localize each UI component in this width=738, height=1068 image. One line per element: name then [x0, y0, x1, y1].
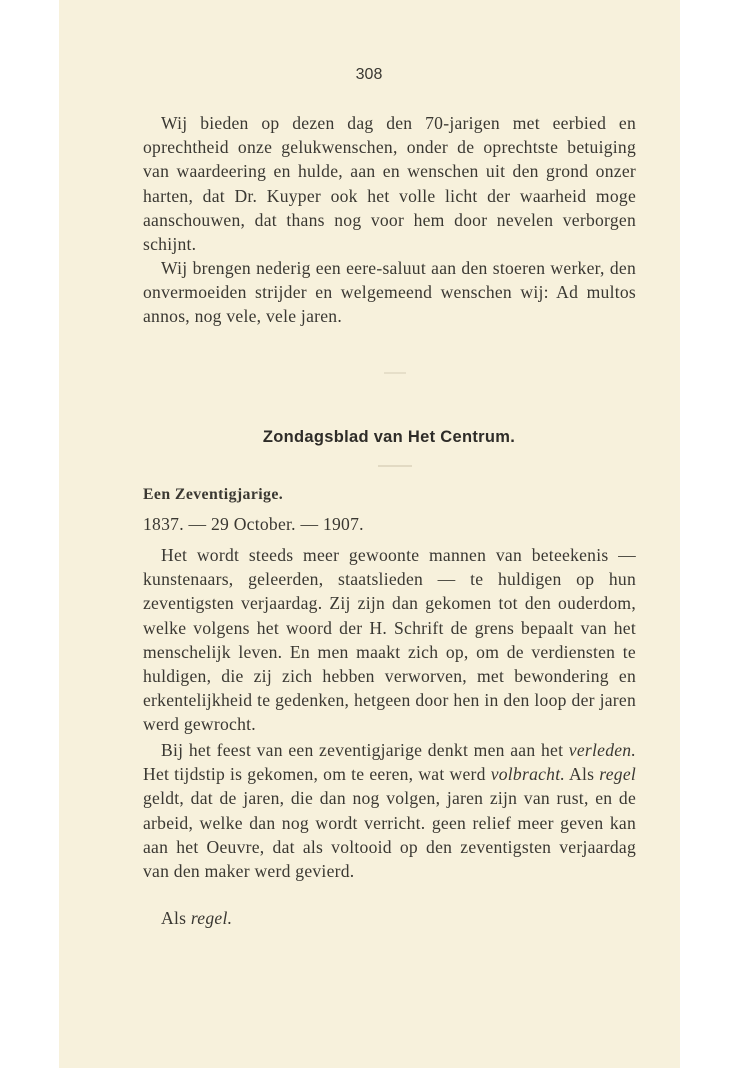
text-run: Het tijdstip is gekomen, om te eeren, wat werd — [143, 764, 486, 785]
text-run: Als — [569, 764, 595, 785]
paragraph-text: Wij brengen nederig een eere-saluut aan den stoeren werker, den onvermoeiden strijder en welgemeend wenschen wij: Ad multos annos, nog vele, vele jaren. — [143, 258, 636, 327]
source-title: Zondagsblad van Het Centrum. — [262, 428, 516, 446]
emphasis: verleden. — [568, 740, 636, 760]
separator-rule — [384, 372, 406, 374]
emphasis: volbracht. — [490, 764, 566, 785]
paragraph-text: Wij bieden op dezen dag den 70-jarigen met eerbied en oprechtheid onze gelukwenschen, onder de oprechtste betuiging van waardeering en hulde, aan en wenschen uit den grond onzer harten, dat Dr. Kuyper ook het volle licht der waarheid moge aanschouwen, dat thans nog voor hem door nevelen verborgen schijnt. — [143, 113, 636, 255]
article-heading: Een Zeventigjarige. — [143, 486, 284, 503]
emphasis: regel. — [190, 908, 233, 928]
text-run: Bij het feest van een zeventigjarige denkt men aan het — [161, 740, 564, 760]
text-run: geldt, dat de jaren, die dan nog volgen, jaren zijn van rust, en de arbeid, welke dan nog wordt verricht. geen relief meer geven kan aan het Oeuvre, dat als voltooid op den zeventigsten verjaardag van den maker werd gevierd. — [143, 788, 636, 882]
article1-paragraph-2 — [143, 256, 636, 329]
title-underline — [378, 465, 412, 467]
article2-paragraph-3 — [143, 906, 636, 930]
article2-paragraph-2 — [143, 738, 636, 883]
paragraph-text — [143, 738, 636, 883]
paragraph-text — [143, 906, 636, 930]
dateline: 1837. — 29 October. — 1907. — [143, 514, 364, 534]
paragraph-text: Het wordt steeds meer gewoonte mannen van beteekenis — kunstenaars, geleerden, staatslieden — te huldigen op hun zeventigsten verjaardag. Zij zijn dan gekomen tot den ouderdom, welke volgens het woord der H. Schrift de grens bepaalt van het menschelijk leven. En men maakt zich op, om de verdiensten te huldigen, die zij zich hebben verworven, met bewondering en erkentelijkheid te gedenken, hetgeen door hen in den loop der jaren werd gewrocht. — [143, 545, 636, 735]
article2-paragraph-1 — [143, 543, 636, 737]
article1-paragraph-1 — [143, 111, 636, 256]
page-number: 308 — [355, 66, 383, 83]
text-run: Als — [161, 908, 187, 928]
emphasis: regel — [599, 764, 637, 785]
